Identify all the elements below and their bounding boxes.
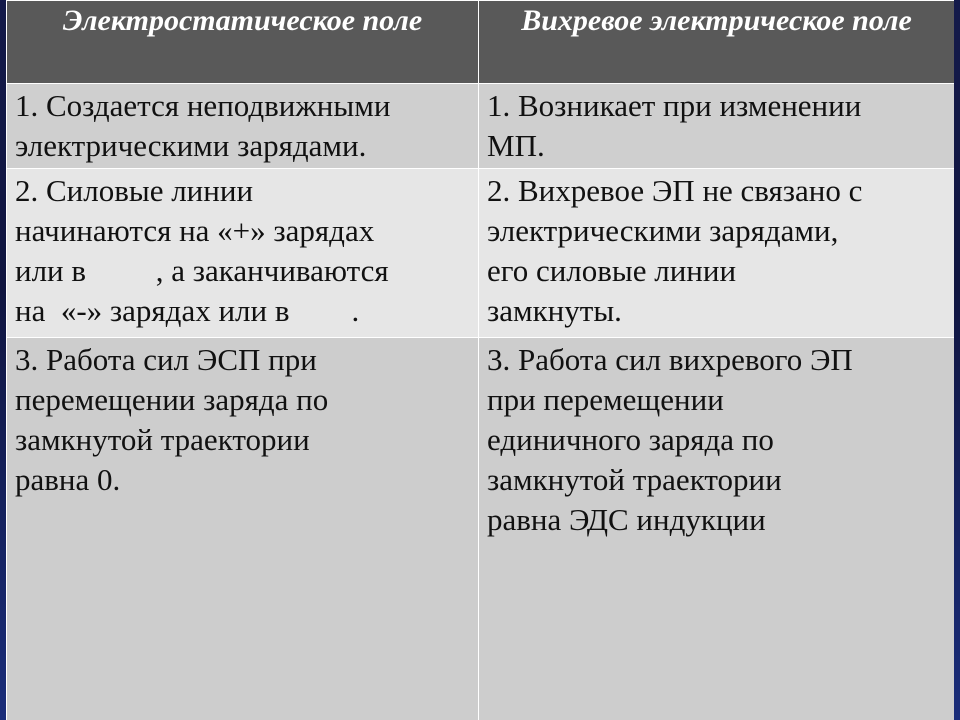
cell-line: 2. Вихревое ЭП не связано с bbox=[487, 173, 863, 208]
cell-line: 2. Силовые линии bbox=[15, 173, 254, 208]
cell-line: или в , а заканчиваются bbox=[15, 253, 389, 288]
row1-left-cell bbox=[7, 84, 479, 169]
cell-line: равна ЭДС индукции bbox=[487, 502, 766, 537]
row2-left-cell bbox=[7, 169, 479, 338]
cell-line: его силовые линии bbox=[487, 253, 737, 288]
cell-line: замкнуты. bbox=[487, 293, 622, 328]
cell-line: перемещении заряда по bbox=[15, 382, 329, 417]
cell-line: МП. bbox=[487, 128, 545, 163]
cell-line: замкнутой траектории bbox=[15, 422, 310, 457]
table-row bbox=[7, 169, 955, 338]
cell-line: единичного заряда по bbox=[487, 422, 774, 457]
cell-line: при перемещении bbox=[487, 382, 724, 417]
comparison-table-container bbox=[6, 0, 954, 720]
header-electrostatic-field: Электростатическое поле bbox=[7, 1, 479, 84]
comparison-table bbox=[6, 0, 954, 720]
cell-line: электрическими зарядами. bbox=[15, 128, 367, 163]
row3-right-cell bbox=[479, 338, 955, 720]
table-row bbox=[7, 84, 955, 169]
row2-right-cell bbox=[479, 169, 955, 338]
cell-line: 1. Возникает при изменении bbox=[487, 88, 862, 123]
header-vortex-electric-field: Вихревое электрическое поле bbox=[479, 1, 955, 84]
cell-line: на «-» зарядах или в . bbox=[15, 293, 360, 328]
cell-line: электрическими зарядами, bbox=[487, 213, 839, 248]
cell-line: начинаются на «+» зарядах bbox=[15, 213, 375, 248]
cell-line: 3. Работа сил ЭСП при bbox=[15, 342, 317, 377]
row3-left-cell bbox=[7, 338, 479, 720]
cell-line: равна 0. bbox=[15, 462, 121, 497]
row1-right-cell bbox=[479, 84, 955, 169]
cell-line: 3. Работа сил вихревого ЭП bbox=[487, 342, 853, 377]
table-row bbox=[7, 338, 955, 720]
cell-line: 1. Создается неподвижными bbox=[15, 88, 391, 123]
table-header-row bbox=[7, 1, 955, 84]
cell-line: замкнутой траектории bbox=[487, 462, 782, 497]
